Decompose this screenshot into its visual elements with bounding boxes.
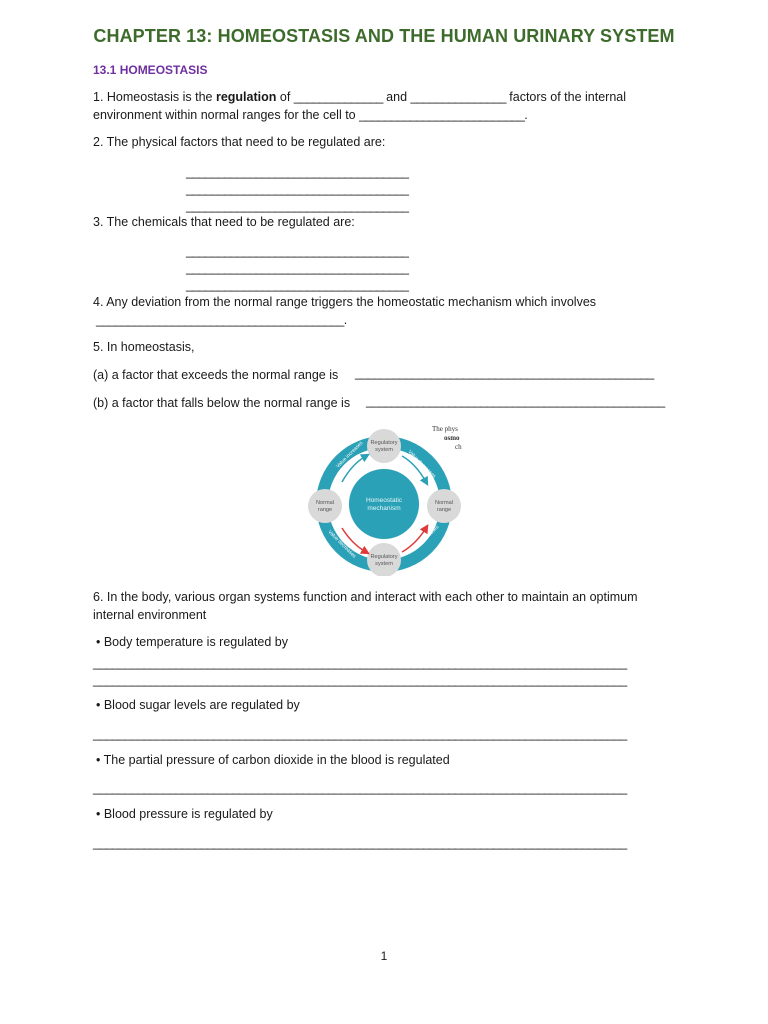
bullet-carbon-dioxide: • The partial pressure of carbon dioxide in the blood is regulated <box>96 753 450 767</box>
top-node <box>367 429 401 463</box>
q1-blank-2[interactable]: _______________ <box>410 90 506 104</box>
q2-answer-line[interactable]: ___________________________________ <box>186 182 409 196</box>
carbon-dioxide-answer-line[interactable]: ____________________________________________________________________________________ <box>93 781 627 795</box>
question-4-answer <box>96 311 347 329</box>
q4-blank[interactable]: _______________________________________ <box>96 313 344 327</box>
q5a-answer-line[interactable]: _______________________________________________ <box>355 366 654 380</box>
arc-label-bottom-left: Value decreases <box>326 529 357 560</box>
question-6-line-1: 6. In the body, various organ systems function and interact with each other to maintain an optimum <box>93 590 638 604</box>
page-number: 1 <box>380 949 388 963</box>
bullet-blood-pressure: • Blood pressure is regulated by <box>96 807 273 821</box>
arc-label-bottom-right: Value increases <box>411 524 441 554</box>
q1-blank-1[interactable]: ______________ <box>293 90 383 104</box>
caption-line-2: osmo <box>444 434 460 442</box>
q1-line2: environment within normal ranges for the cell to <box>93 108 360 122</box>
q5b-answer-line[interactable]: _______________________________________________ <box>366 394 665 408</box>
q5a-text: (a) a factor that exceeds the normal range is <box>93 368 339 382</box>
center-node <box>349 469 419 539</box>
caption-line-3: ch <box>455 443 462 451</box>
top-node-label: Regulatory system <box>370 440 398 453</box>
q1-pre: 1. Homeostasis is the <box>93 90 216 104</box>
page-title: CHAPTER 13: HOMEOSTASIS AND THE HUMAN URINARY SYSTEM <box>93 26 675 46</box>
q3-answer-line[interactable]: ___________________________________ <box>186 261 409 275</box>
question-1-line-1 <box>93 88 626 106</box>
body-temperature-answer-line[interactable]: ____________________________________________________________________________________ <box>93 673 627 687</box>
section-heading: 13.1 HOMEOSTASIS <box>93 63 208 77</box>
q1-post: factors of the internal <box>505 90 626 104</box>
q1-of: of <box>276 90 294 104</box>
blood-sugar-answer-line[interactable]: ____________________________________________________________________________________ <box>93 727 627 741</box>
question-5b <box>93 394 350 412</box>
left-node <box>308 489 342 523</box>
question-6-line-2: internal environment <box>93 608 207 622</box>
q1-end: . <box>524 108 528 122</box>
blood-pressure-answer-line[interactable]: ____________________________________________________________________________________ <box>93 836 627 850</box>
q2-answer-line[interactable]: ___________________________________ <box>186 199 409 213</box>
q1-blank-3[interactable]: __________________________ <box>359 108 525 122</box>
question-4: 4. Any deviation from the normal range triggers the homeostatic mechanism which involves <box>93 295 597 309</box>
bullet-blood-sugar: • Blood sugar levels are regulated by <box>96 698 300 712</box>
question-5: 5. In homeostasis, <box>93 340 195 354</box>
question-2: 2. The physical factors that need to be regulated are: <box>93 135 386 149</box>
caption-line-1: The phys <box>432 425 458 433</box>
question-3: 3. The chemicals that need to be regulated are: <box>93 215 355 229</box>
bottom-node-label: Regulatory system <box>370 554 398 567</box>
q1-bold-term: regulation <box>215 90 277 104</box>
q4-end: . <box>343 313 348 327</box>
bullet-body-temperature: • Body temperature is regulated by <box>96 635 288 649</box>
q2-answer-line[interactable]: ___________________________________ <box>186 165 409 179</box>
arc-label-top-right: Value decreases <box>406 449 437 480</box>
right-node <box>427 489 461 523</box>
center-label: Homeostatic mechanism <box>365 497 403 512</box>
q3-answer-line[interactable]: ___________________________________ <box>186 278 409 292</box>
q1-and: and <box>382 90 411 104</box>
q3-answer-line[interactable]: ___________________________________ <box>186 244 409 258</box>
question-1-line-2 <box>93 106 528 124</box>
diagram-clipped-caption <box>432 425 464 452</box>
right-node-label: Normal range <box>434 500 454 513</box>
question-5a <box>93 366 338 384</box>
left-node-label: Normal range <box>315 500 335 513</box>
body-temperature-answer-line[interactable]: ____________________________________________________________________________________ <box>93 656 627 670</box>
q5b-text: (b) a factor that falls below the normal range is <box>93 396 351 410</box>
arc-label-top-left: Value increases <box>335 440 365 470</box>
